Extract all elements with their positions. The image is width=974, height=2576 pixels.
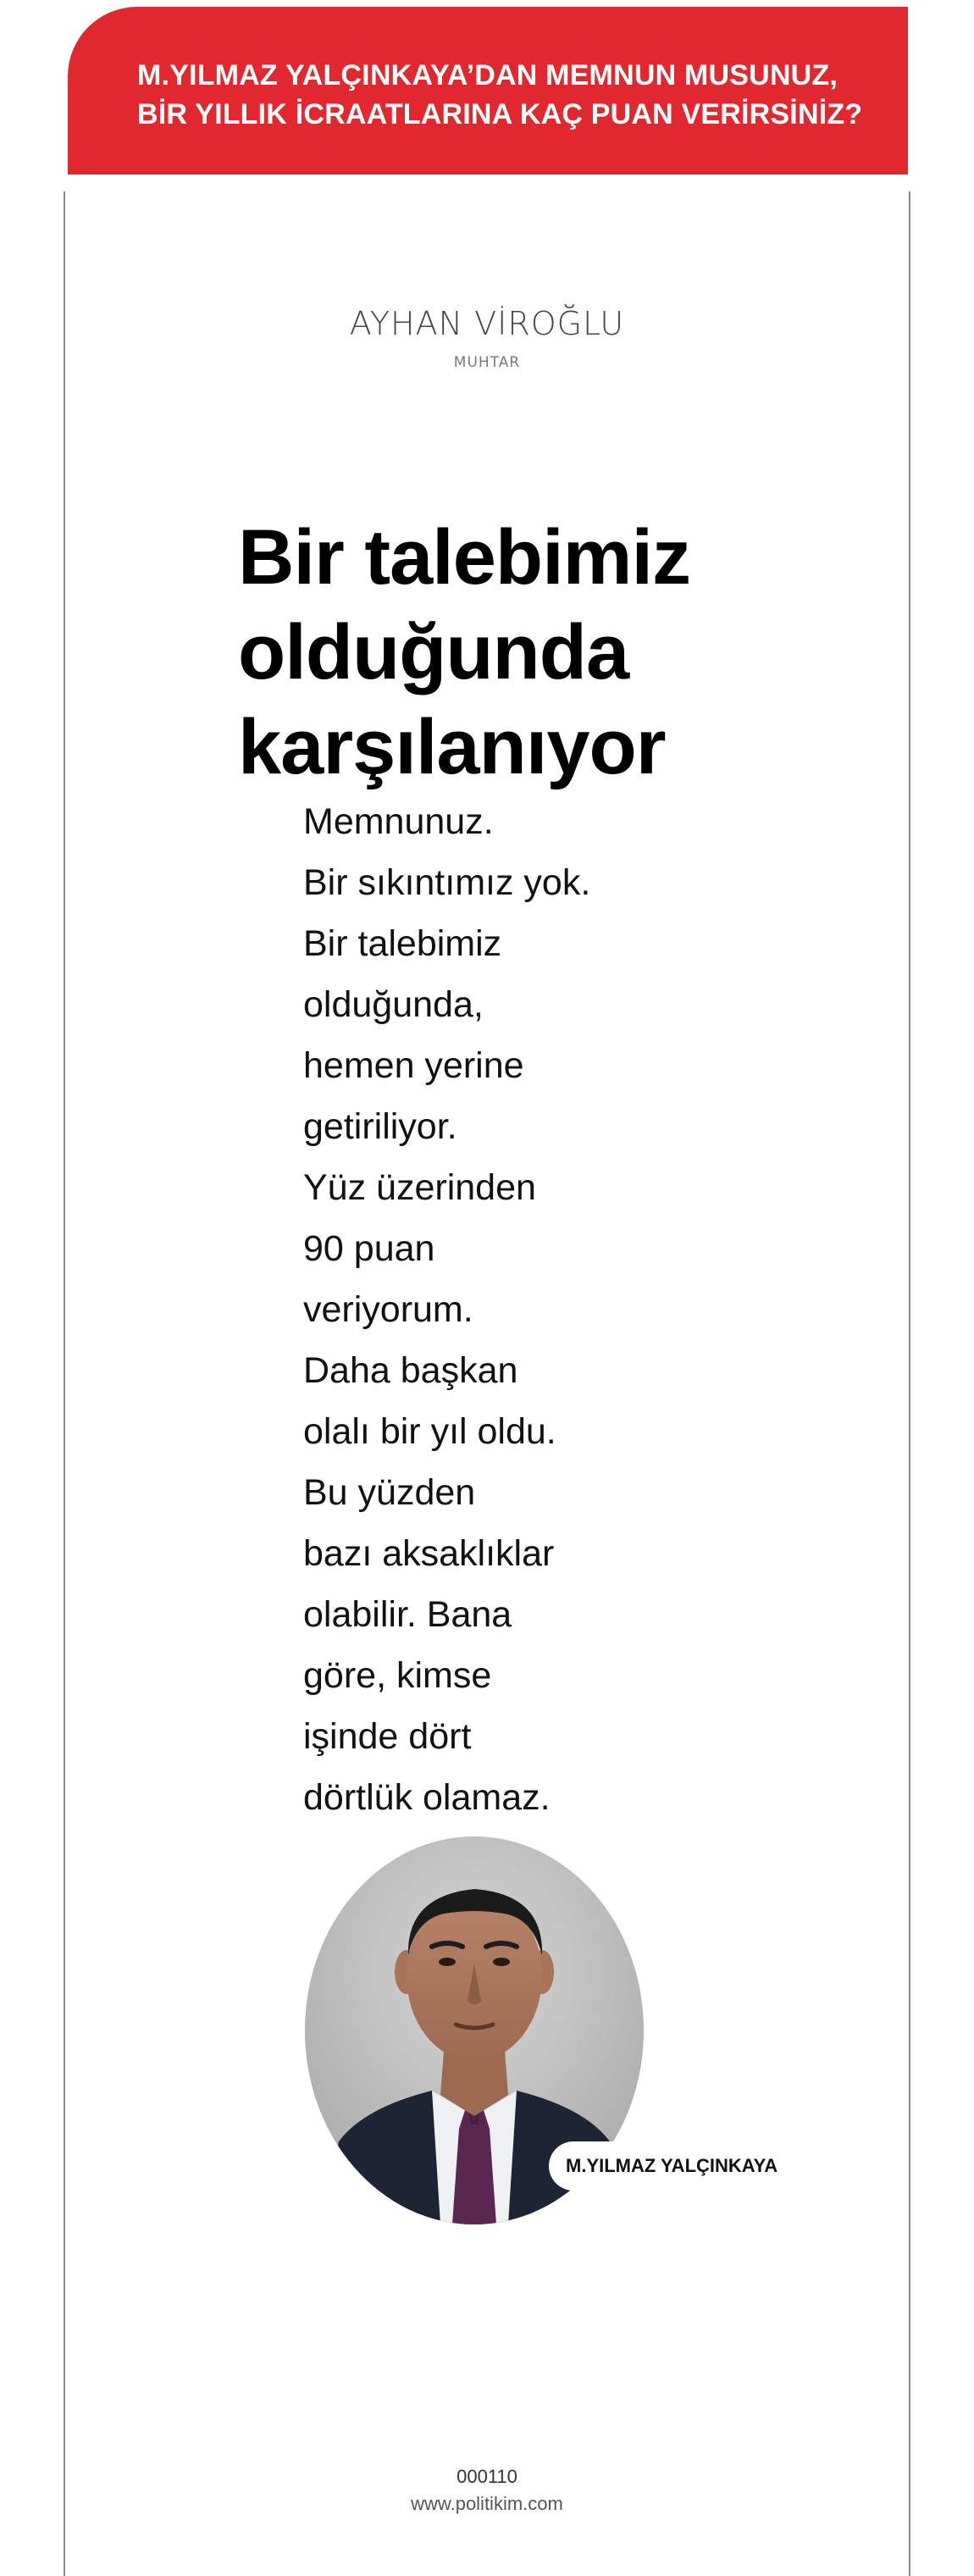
header-question-line-2: BİR YILLIK İCRAATLARINA KAÇ PUAN VERİRSİNİZ? <box>137 98 863 130</box>
quote-line: Memnunuz. <box>303 801 494 842</box>
footer-website: www.politikim.com <box>411 2493 563 2514</box>
quote-body <box>303 791 778 1828</box>
quote-line: Bir sıkıntımız yok. <box>303 862 591 903</box>
quote-line: göre, kimse <box>303 1655 492 1696</box>
headline-line-3: karşılanıyor <box>238 704 666 790</box>
quote-line: bazı aksaklıklar <box>303 1533 555 1574</box>
quote-line: olduğunda, <box>303 984 484 1025</box>
quote-line: getiriliyor. <box>303 1106 457 1147</box>
photo-caption: M.YILMAZ YALÇINKAYA <box>549 2141 794 2191</box>
footer-code: 000110 <box>457 2466 517 2487</box>
headline-line-2: olduğunda <box>238 609 629 695</box>
quote-line: olabilir. Bana <box>303 1594 512 1635</box>
author-role: MUHTAR <box>453 354 521 371</box>
quote-line: Yüz üzerinden <box>303 1167 536 1208</box>
headline <box>238 510 848 795</box>
quote-line: Bir talebimiz <box>303 923 502 964</box>
quote-line: Daha başkan <box>303 1350 518 1391</box>
headline-line-1: Bir talebimiz <box>238 514 691 601</box>
frame-border-left <box>64 191 65 2576</box>
quote-line: hemen yerine <box>303 1045 524 1086</box>
quote-line: Bu yüzden <box>303 1472 476 1513</box>
author-name: AYHAN VİROĞLU <box>349 305 625 342</box>
quote-line: işinde dört <box>303 1716 472 1757</box>
quote-line: veriyorum. <box>303 1289 473 1330</box>
quote-line: olalı bir yıl oldu. <box>303 1411 556 1452</box>
quote-line: dörtlük olamaz. <box>303 1777 551 1818</box>
frame-border-right <box>909 191 910 2576</box>
header-question-line-1: M.YILMAZ YALÇINKAYA’DAN MEMNUN MUSUNUZ, <box>137 59 838 91</box>
quote-line: 90 puan <box>303 1228 435 1269</box>
header-banner <box>68 7 908 175</box>
